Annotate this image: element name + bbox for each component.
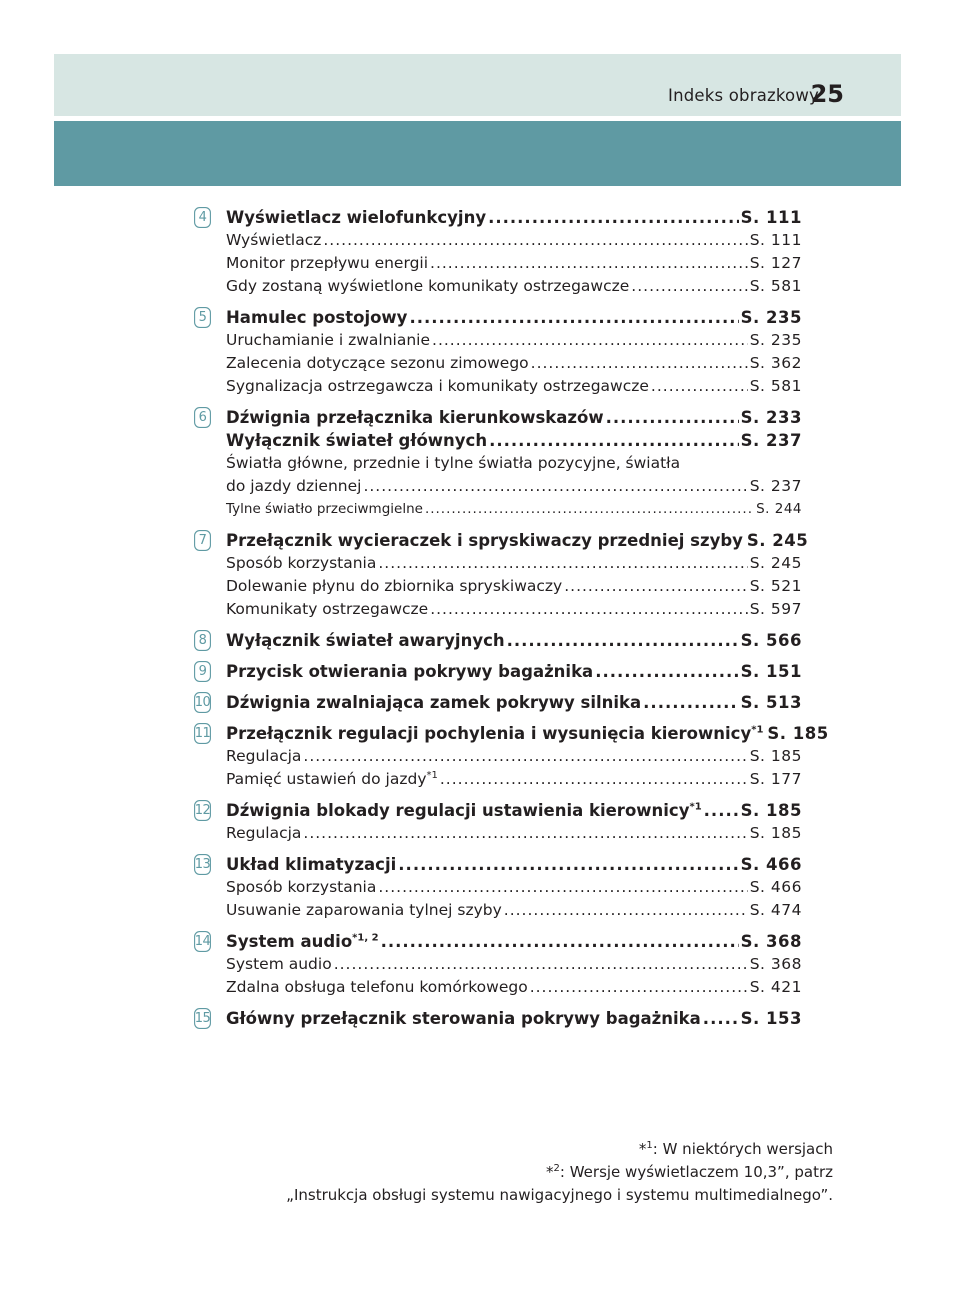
callout-number-icon: 4 <box>194 207 211 228</box>
entry-title: Przełącznik regulacji pochylenia i wysunięcia kierownicy$^{*1}$ <box>226 724 764 743</box>
page-reference: S. 111 <box>749 231 802 249</box>
entry-title: Dźwignia przełącznika kierunkowskazów <box>226 408 604 427</box>
page-reference: S. 368 <box>749 955 802 973</box>
index-sub-line <box>226 352 802 375</box>
index-sub-line <box>226 953 802 976</box>
entry-title: Wyłącznik świateł awaryjnych <box>226 631 505 650</box>
index-main-line <box>226 429 802 452</box>
index-list <box>194 206 829 1038</box>
sub-entry-title: System audio <box>226 955 332 973</box>
entry-title: Przycisk otwierania pokrywy bagażnika <box>226 662 594 681</box>
sub-entry-title: Usuwanie zaparowania tylnej szyby <box>226 901 502 919</box>
page-reference: S. 185 <box>749 747 802 765</box>
callout-number-icon: 14 <box>194 931 211 952</box>
callout-number-icon: 6 <box>194 407 211 428</box>
callout-number-icon: 11 <box>194 723 211 744</box>
index-main-line <box>226 406 802 429</box>
index-entry <box>194 722 829 791</box>
entry-title: Dźwignia zwalniająca zamek pokrywy silnika <box>226 693 642 712</box>
index-entry <box>194 930 802 999</box>
sub-entry-title: Monitor przepływu energii <box>226 254 429 272</box>
sub-entry-title: Regulacja <box>226 747 302 765</box>
index-main-line <box>226 691 802 714</box>
index-sub-line <box>226 768 802 791</box>
page-reference: S. 474 <box>749 901 802 919</box>
page-reference: S. 245 <box>749 554 802 572</box>
index-main-line <box>226 629 802 652</box>
index-entry <box>194 529 809 621</box>
callout-number-icon: 12 <box>194 800 211 821</box>
index-sub-line: Światła główne, przednie i tylne światła pozycyjne, światła <box>226 454 681 472</box>
section-title: Indeks obrazkowy <box>668 86 819 105</box>
sub-entry-title: do jazdy dziennej <box>226 477 362 495</box>
index-sub-line <box>226 375 802 398</box>
header-band <box>54 121 901 186</box>
page-reference: S. 185 <box>749 824 802 842</box>
callout-number-icon: 13 <box>194 854 211 875</box>
page-reference: S. 185 <box>740 801 802 820</box>
page-reference: S. 421 <box>749 978 802 996</box>
page-reference: S. 466 <box>740 855 802 874</box>
index-entry <box>194 1007 802 1030</box>
index-sub-line <box>226 475 802 498</box>
index-entry <box>194 406 802 521</box>
index-main-line <box>226 660 802 683</box>
page-reference: S. 237 <box>749 477 802 495</box>
page-reference: S. 368 <box>740 932 802 951</box>
header-strip <box>54 54 901 116</box>
index-sub-line <box>226 229 802 252</box>
index-sub-line <box>226 252 802 275</box>
page-reference: S. 581 <box>749 377 802 395</box>
index-main-line <box>226 799 802 822</box>
page-reference: S. 513 <box>740 693 802 712</box>
callout-number-icon: 10 <box>194 692 211 713</box>
page-reference: S. 127 <box>749 254 802 272</box>
entry-title: Wyświetlacz wielofunkcyjny <box>226 208 487 227</box>
page-reference: S. 151 <box>740 662 802 681</box>
index-entry <box>194 691 802 714</box>
entry-title: Wyłącznik świateł głównych <box>226 431 488 450</box>
footnote-1: *$^1$: W niektórych wersjach <box>638 1140 833 1158</box>
entry-title: Przełącznik wycieraczek i spryskiwaczy przedniej szyby <box>226 531 743 550</box>
sub-entry-title: Gdy zostaną wyświetlone komunikaty ostrzegawcze <box>226 277 630 295</box>
page-reference: S. 233 <box>740 408 802 427</box>
index-sub-line <box>226 598 802 621</box>
index-main-line <box>226 306 802 329</box>
index-entry <box>194 629 802 652</box>
sub-entry-title: Tylne światło przeciwmgielne <box>226 501 423 517</box>
index-entry <box>194 799 802 845</box>
index-sub-line <box>226 899 802 922</box>
index-sub-line <box>226 876 802 899</box>
entry-title: Dźwignia blokady regulacji ustawienia kierownicy$^{*1}$ <box>226 801 702 820</box>
page-reference: S. 153 <box>740 1009 802 1028</box>
index-sub-line <box>226 575 802 598</box>
page-reference: S. 244 <box>756 501 802 517</box>
page-reference: S. 235 <box>749 331 802 349</box>
index-entry <box>194 306 802 398</box>
entry-title: Główny przełącznik sterowania pokrywy bagażnika <box>226 1009 701 1028</box>
page-reference: S. 245 <box>746 531 809 550</box>
index-sub-line <box>226 822 802 845</box>
page-reference: S. 466 <box>749 878 802 896</box>
sub-entry-title: Wyświetlacz <box>226 231 322 249</box>
index-main-line <box>226 529 809 552</box>
page-reference: S. 111 <box>740 208 802 227</box>
index-main-line <box>226 930 802 953</box>
footnote-3: „Instrukcja obsługi systemu nawigacyjnego i systemu multimedialnego”. <box>286 1186 833 1204</box>
sub-entry-title: Komunikaty ostrzegawcze <box>226 600 429 618</box>
page-reference: S. 362 <box>749 354 802 372</box>
index-main-line <box>226 722 829 745</box>
page-reference: S. 521 <box>749 577 802 595</box>
callout-number-icon: 5 <box>194 307 211 328</box>
page-reference: S. 597 <box>749 600 802 618</box>
callout-number-icon: 15 <box>194 1008 211 1029</box>
callout-number-icon: 7 <box>194 530 211 551</box>
index-sub-line <box>226 498 802 521</box>
index-sub-line <box>226 976 802 999</box>
entry-title: Układ klimatyzacji <box>226 855 397 874</box>
index-sub-line <box>226 329 802 352</box>
entry-title: Hamulec postojowy <box>226 308 408 327</box>
callout-number-icon: 9 <box>194 661 211 682</box>
callout-number-icon: 8 <box>194 630 211 651</box>
page-reference: S. 185 <box>767 724 829 743</box>
page-reference: S. 237 <box>740 431 802 450</box>
index-main-line <box>226 1007 802 1030</box>
sub-entry-title: Regulacja <box>226 824 302 842</box>
sub-entry-title: Sygnalizacja ostrzegawcza i komunikaty ostrzegawcze <box>226 377 649 395</box>
page-reference: S. 566 <box>740 631 802 650</box>
entry-title: System audio$^{*1, 2}$ <box>226 932 379 951</box>
index-entry <box>194 660 802 683</box>
sub-entry-title: Zalecenia dotyczące sezonu zimowego <box>226 354 529 372</box>
index-entry <box>194 206 802 298</box>
index-entry <box>194 853 802 922</box>
footnotes <box>286 1138 833 1207</box>
index-sub-line <box>226 552 802 575</box>
sub-entry-title: Dolewanie płynu do zbiornika spryskiwaczy <box>226 577 563 595</box>
index-sub-line <box>226 745 802 768</box>
sub-entry-title: Sposób korzystania <box>226 878 377 896</box>
sub-entry-title: Pamięć ustawień do jazdy$^{*1}$ <box>226 769 438 788</box>
sub-entry-title: Sposób korzystania <box>226 554 377 572</box>
index-sub-line <box>226 275 802 298</box>
page-reference: S. 581 <box>749 277 802 295</box>
index-main-line <box>226 853 802 876</box>
footnote-2: *$^2$: Wersje wyświetlaczem 10,3”, patrz <box>546 1163 833 1181</box>
page-reference: S. 235 <box>740 308 802 327</box>
sub-entry-title: Zdalna obsługa telefonu komórkowego <box>226 978 528 996</box>
page-number: 25 <box>810 80 844 108</box>
index-main-line <box>226 206 802 229</box>
sub-entry-title: Uruchamianie i zwalnianie <box>226 331 431 349</box>
page-reference: S. 177 <box>749 770 802 788</box>
